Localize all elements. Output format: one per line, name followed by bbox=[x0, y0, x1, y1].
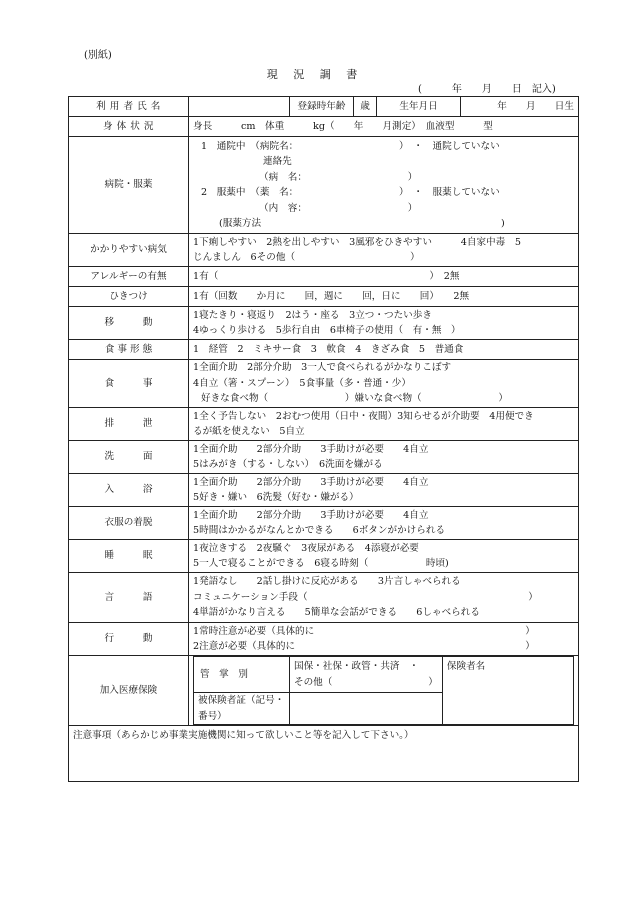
dressing-line-1: 1全面介助 2部分介助 3手助けが必要 4自立 bbox=[193, 509, 429, 521]
speech-field[interactable] bbox=[189, 573, 579, 623]
excretion-line-2: るが紙を使えない 5自立 bbox=[193, 426, 305, 437]
birth-field[interactable]: 年 月 日生 bbox=[461, 97, 579, 117]
seizure-label: ひきつけ bbox=[69, 287, 189, 307]
mobility-field[interactable] bbox=[189, 307, 579, 340]
attachment-label: (別紙) bbox=[84, 50, 112, 61]
speech-label: 言 語 bbox=[69, 573, 189, 623]
filled-date: ( 年 月 日 記入) bbox=[418, 84, 556, 95]
status-survey-form bbox=[68, 96, 579, 782]
insurance-card-field[interactable] bbox=[290, 693, 443, 725]
bathing-line-1: 1全面介助 2部分介助 3手助けが必要 4自立 bbox=[193, 476, 429, 488]
row-washing bbox=[69, 441, 579, 474]
allergy-field[interactable]: 1有（ ） 2無 bbox=[189, 267, 579, 287]
behavior-line-2: 2注意が必要（具体的に ） bbox=[193, 641, 535, 652]
name-label: 利 用 者 氏 名 bbox=[69, 97, 189, 117]
row-insurance bbox=[69, 656, 579, 726]
bathing-label: 入 浴 bbox=[69, 474, 189, 507]
row-body bbox=[69, 117, 579, 137]
food-form-label: 食 事 形 態 bbox=[69, 340, 189, 360]
birth-label: 生年月日 bbox=[377, 97, 461, 117]
excretion-field[interactable] bbox=[189, 408, 579, 441]
mobility-line-1: 1寝たきり・寝返り 2はう・座る 3立つ・つたい歩き bbox=[193, 309, 432, 321]
hospital-line-3: （病 名： ） bbox=[259, 171, 418, 183]
illness-line-1: 1下痢しやすい 2熱を出しやすい 3風邪をひきやすい 4自家中毒 5 bbox=[193, 236, 521, 248]
food-form-field[interactable]: 1 経管 2 ミキサー食 3 軟食 4 きざみ食 5 普通食 bbox=[189, 340, 579, 360]
meal-line-2: 4自立（箸・スプーン） 5食事量（多・普通・少） bbox=[193, 377, 411, 389]
illness-label: かかりやすい病気 bbox=[69, 234, 189, 267]
mobility-label: 移 動 bbox=[69, 307, 189, 340]
behavior-label: 行 動 bbox=[69, 623, 189, 656]
meal-line-1: 1全面介助 2部分介助 3一人で食べられるがかなりこぼす bbox=[193, 362, 452, 374]
body-label: 身 体 状 況 bbox=[69, 117, 189, 137]
hospital-line-6: (服薬方法 ) bbox=[219, 218, 505, 229]
hospital-line-4: 2 服薬中 （薬 名： ） ・ 服薬していない bbox=[201, 187, 500, 198]
insurance-types-line-1: 国保・社保・政管・共済 ・ bbox=[294, 661, 419, 672]
bathing-field[interactable] bbox=[189, 474, 579, 507]
row-notes bbox=[69, 726, 579, 782]
sleep-label: 睡 眠 bbox=[69, 540, 189, 573]
row-excretion bbox=[69, 408, 579, 441]
insurer-name[interactable]: 保険者名 bbox=[442, 657, 573, 725]
row-allergy bbox=[69, 267, 579, 287]
speech-line-2: コミュニケーション手段（ ） bbox=[193, 591, 538, 603]
allergy-label: アレルギーの有無 bbox=[69, 267, 189, 287]
row-behavior bbox=[69, 623, 579, 656]
row-illness bbox=[69, 234, 579, 267]
page-title: 現 況 調 書 bbox=[266, 68, 364, 81]
washing-label: 洗 面 bbox=[69, 441, 189, 474]
insurance-types[interactable] bbox=[290, 657, 443, 693]
row-food-form bbox=[69, 340, 579, 360]
row-mobility bbox=[69, 307, 579, 340]
hospital-line-5: （内 容： ） bbox=[259, 202, 418, 214]
sleep-line-1: 1夜泣きする 2夜騒ぐ 3夜尿がある 4添寝が必要 bbox=[193, 542, 419, 554]
age-unit[interactable]: 歳 bbox=[354, 97, 377, 117]
body-field[interactable]: 身長 cm 体重 kg（ 年 月測定） 血液型 型 bbox=[189, 117, 579, 137]
reg-age-label: 登録時年齢 bbox=[290, 97, 354, 117]
illness-field[interactable] bbox=[189, 234, 579, 267]
insurance-card-label: 被保険者証（記号・番号） bbox=[194, 693, 290, 725]
hospital-line-1: 1 通院中 （病院名： ） ・ 通院していない bbox=[201, 140, 500, 152]
dressing-label: 衣服の着脱 bbox=[69, 507, 189, 540]
manager-label: 管 掌 別 bbox=[194, 657, 290, 693]
meal-field[interactable] bbox=[189, 360, 579, 408]
bathing-line-2: 5好き・嫌い 6洗髪（好む・嫌がる） bbox=[193, 492, 359, 503]
row-bathing bbox=[69, 474, 579, 507]
sleep-line-2: 5一人で寝ることができる 6寝る時刻（ 時頃) bbox=[193, 558, 449, 569]
dressing-field[interactable] bbox=[189, 507, 579, 540]
meal-label: 食 事 bbox=[69, 360, 189, 408]
row-sleep bbox=[69, 540, 579, 573]
behavior-field[interactable] bbox=[189, 623, 579, 656]
row-dressing bbox=[69, 507, 579, 540]
speech-line-3: 4単語がかなり言える 5簡単な会話ができる 6しゃべられる bbox=[193, 607, 480, 619]
hospital-line-2: 連絡先 bbox=[263, 156, 292, 167]
dressing-line-2: 5時間はかかるがなんとかできる 6ボタンがかけられる bbox=[193, 525, 446, 536]
row-meal bbox=[69, 360, 579, 408]
illness-line-2: じんましん 6その他（ ） bbox=[193, 252, 420, 263]
excretion-label: 排 泄 bbox=[69, 408, 189, 441]
hospital-field[interactable] bbox=[189, 137, 579, 234]
washing-line-2: 5はみがき（する・しない） 6洗面を嫌がる bbox=[193, 459, 383, 470]
row-name bbox=[69, 97, 579, 117]
sleep-field[interactable] bbox=[189, 540, 579, 573]
hospital-label: 病院・服薬 bbox=[69, 137, 189, 234]
mobility-line-2: 4ゆっくり歩ける 5歩行自由 6車椅子の使用（ 有・無 ） bbox=[193, 325, 461, 336]
insurance-field bbox=[189, 656, 579, 726]
notes-field[interactable]: 注意事項（あらかじめ事業実施機関に知って欲しいこと等を記入して下さい。） bbox=[69, 726, 579, 782]
insurance-types-line-2: その他（ ） bbox=[294, 676, 438, 688]
excretion-line-1: 1全く予告しない 2おむつ使用（日中・夜間）3知らせるが介助要 4用便でき bbox=[193, 410, 534, 422]
name-field[interactable] bbox=[189, 97, 290, 117]
behavior-line-1: 1常時注意が必要（具体的に ） bbox=[193, 625, 535, 637]
washing-field[interactable] bbox=[189, 441, 579, 474]
seizure-field[interactable]: 1有（回数 か月に 回，週に 回，日に 回） 2無 bbox=[189, 287, 579, 307]
washing-line-1: 1全面介助 2部分介助 3手助けが必要 4自立 bbox=[193, 443, 429, 455]
row-hospital bbox=[69, 137, 579, 234]
row-seizure bbox=[69, 287, 579, 307]
meal-line-3: 好きな食べ物（ ）嫌いな食べ物（ ） bbox=[201, 393, 508, 405]
insurance-label: 加入医療保険 bbox=[69, 656, 189, 726]
speech-line-1: 1発語なし 2話し掛けに反応がある 3片言しゃべられる bbox=[193, 576, 461, 588]
row-speech bbox=[69, 573, 579, 623]
insurance-subtable bbox=[193, 656, 574, 725]
